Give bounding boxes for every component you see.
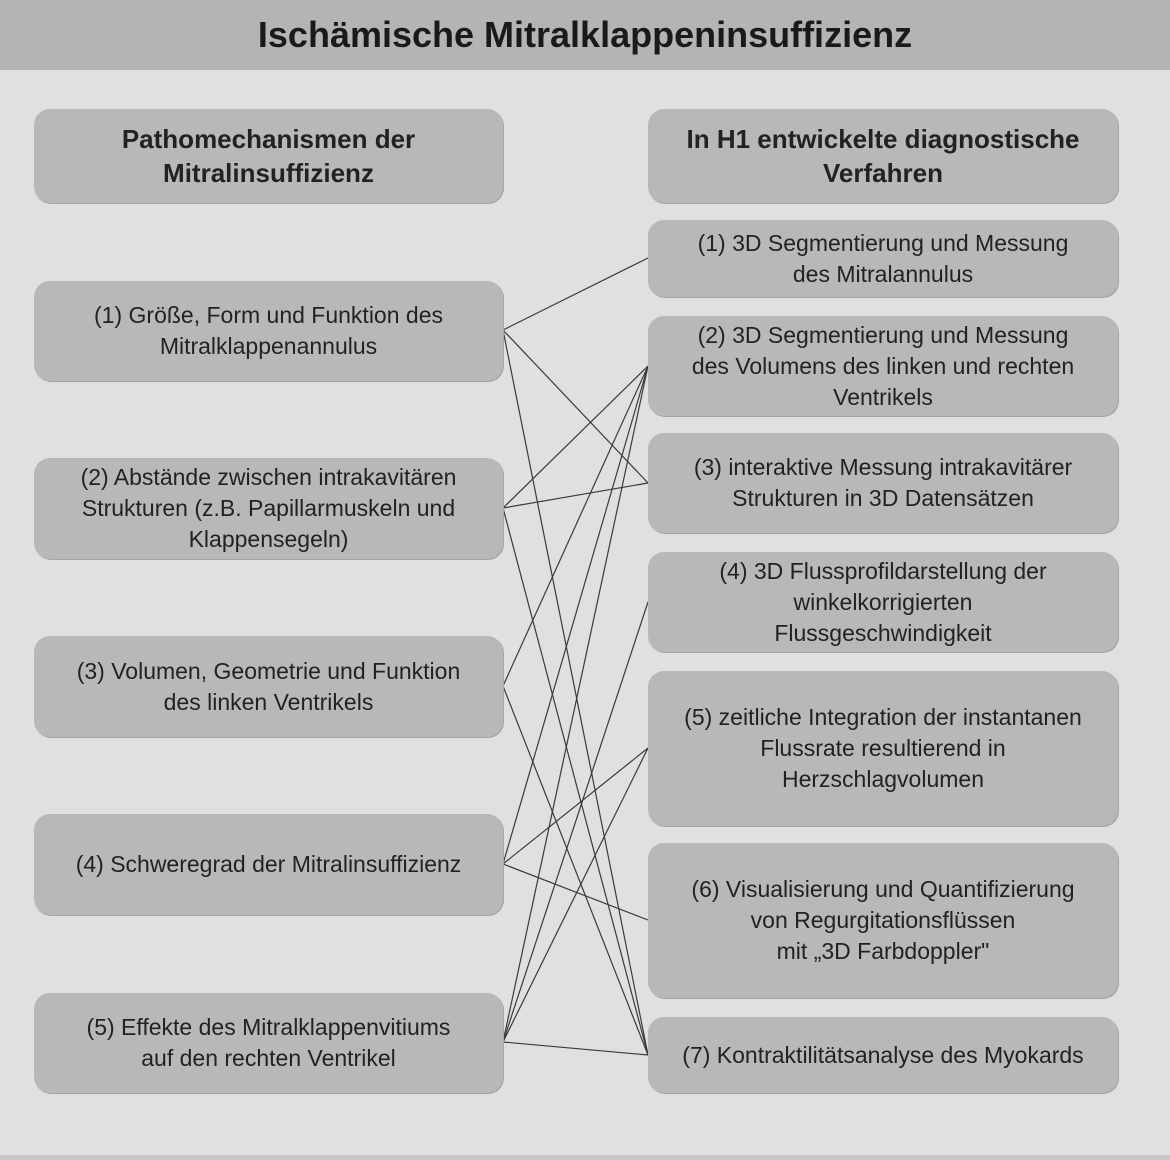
connector-5-to-7 — [503, 1042, 648, 1055]
method-4: (4) 3D Flussprofildarstellung der winkelkorrigierten Flussgeschwindigkeit — [648, 552, 1118, 652]
connector-4-to-2 — [503, 366, 648, 864]
pathomechanism-2: (2) Abstände zwischen intrakavitären Strukturen (z.B. Papillarmuskeln und Klappensegeln) — [34, 458, 503, 559]
pathomechanism-3: (3) Volumen, Geometrie und Funktion des linken Ventrikels — [34, 636, 503, 737]
method-3: (3) interaktive Messung intrakavitärer Strukturen in 3D Datensätzen — [648, 433, 1118, 533]
connector-3-to-7 — [503, 686, 648, 1055]
connector-5-to-4 — [503, 602, 648, 1042]
diagram-title: Ischämische Mitralklappeninsuffizienz — [0, 0, 1170, 70]
pathomechanism-1: (1) Größe, Form und Funktion des Mitralklappenannulus — [34, 281, 503, 381]
connector-5-to-5 — [503, 748, 648, 1042]
right-column-header: In H1 entwickelte diagnostische Verfahren — [648, 109, 1118, 203]
connector-4-to-6 — [503, 864, 648, 920]
connector-1-to-7 — [503, 330, 648, 1055]
connector-5-to-2 — [503, 366, 648, 1042]
method-6: (6) Visualisierung und Quantifizierung von Regurgitationsflüssen mit „3D Farbdoppler" — [648, 843, 1118, 998]
method-2: (2) 3D Segmentierung und Messung des Volumens des linken und rechten Ventrikels — [648, 316, 1118, 416]
method-5: (5) zeitliche Integration der instantanen Flussrate resultierend in Herzschlagvolumen — [648, 671, 1118, 826]
method-1: (1) 3D Segmentierung und Messung des Mitralannulus — [648, 220, 1118, 297]
connector-2-to-3 — [503, 483, 648, 508]
connector-1-to-1 — [503, 258, 648, 330]
frame-border — [0, 1155, 1170, 1160]
connector-3-to-2 — [503, 366, 648, 686]
connector-4-to-5 — [503, 748, 648, 864]
method-7: (7) Kontraktilitätsanalyse des Myokards — [648, 1017, 1118, 1093]
left-column-header: Pathomechanismen der Mitralinsuffizienz — [34, 109, 503, 203]
connector-2-to-2 — [503, 366, 648, 508]
pathomechanism-4: (4) Schweregrad der Mitralinsuffizienz — [34, 814, 503, 915]
connector-2-to-7 — [503, 508, 648, 1055]
connector-1-to-3 — [503, 330, 648, 483]
pathomechanism-5: (5) Effekte des Mitralklappenvitiums auf den rechten Ventrikel — [34, 993, 503, 1093]
